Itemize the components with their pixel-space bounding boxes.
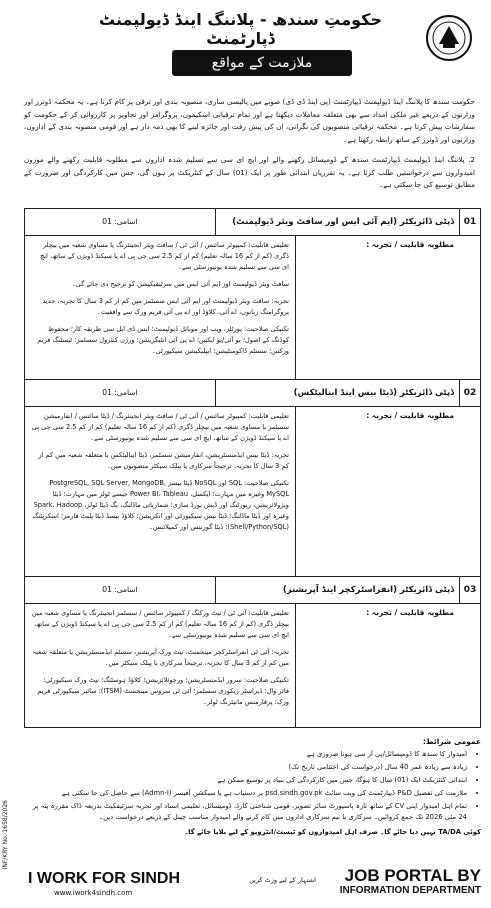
general-terms [24, 736, 481, 838]
job-title: ڈپٹی ڈائریکٹر (ایم آئی ایس اور سافٹ ویئر ڈیولپمنٹ) [232, 217, 454, 227]
job-header [25, 209, 480, 236]
intro-paragraph-2: 2. پلاننگ اینڈ ڈیولپمنٹ ڈیپارٹمنٹ سندھ کے ڈومیسائل رکھنے والے اور ایچ ای سی سے تسلیم شدہ اداروں سے مطلوبہ قابلیت رکھنے والے موزوں امیدواروں سے درخواستیں طلب کرتا ہے۔ یہ تقرریاں ابتدائی طور پر ایک (01) سال کے کنٹریکٹ پر ہوں گی، جس میں کارکردگی اور ضرورت کے مطابق توسیع کی جا سکتی ہے۔ [24, 155, 475, 189]
qualification-line: تجربہ: سافٹ ویئر ڈیولپمنٹ اور ایم آئی ایس سسٹمز میں کم از کم 3 سال کا تجربہ، جدید پروگرامنگ زبانوں، اے آئی، کلاؤڈ اور اے پی آئی فریم ورک سے واقفیت۔ [42, 297, 289, 316]
job-body [25, 236, 480, 380]
job-posts: اسامی: 01 [25, 577, 216, 603]
job-header [25, 380, 480, 407]
qualification-line: تجربہ: آئی ٹی انفراسٹرکچر مینجمنٹ، نیٹ ورک آپریشنز، سسٹم ایڈمنسٹریشن یا متعلقہ شعبہ میں کم از کم 3 سال کا تجربہ، ترجیحاً سرکاری یا پبلک سیکٹر میں۔ [32, 648, 289, 667]
job-body [25, 604, 480, 728]
iwork-site-link[interactable]: www.iwork4sindh.com [54, 889, 133, 897]
banner: ملازمت کے مواقع [172, 50, 352, 76]
qualification-label: مطلوبہ قابلیت / تجربہ : [366, 240, 454, 249]
job-posts: اسامی: 01 [25, 209, 216, 235]
iwork-brand: I WORK FOR SINDH [28, 870, 180, 887]
job-portal-title: JOB PORTAL BY [344, 866, 481, 885]
page-title: حکومتِ سندھ - پلاننگ اینڈ ڈیولپمنٹ ڈپارٹمنٹ [99, 10, 382, 48]
footer [14, 866, 483, 902]
qualification-line: تکنیکی صلاحیت: SQL اور NoSQL ڈیٹا بیسز PostgreSQL, SQL Server, MongoDB, MySQL وغیرہ میں مہارت؛ ایکسل، Power BI، Tableau جیسے ٹولز میں مہارت؛ ڈیٹا ویژولائزیشن، رپورٹنگ اور ڈیش بورڈ سازی؛ شماریاتی ماڈلنگ، بگ ڈیٹا ٹولز، Spark، Hadoop وغیرہ اور ڈیٹا ماڈلنگ؛ ڈیٹا بیس سیکیورٹی اور انکرپشن؛ کلاؤڈ بیسڈ ڈیٹا پلیٹ فارمز؛ اسکرپٹنگ (Shell/Python/SQL)؛ ڈیٹا گورننس اور کمپلائنس۔ [32, 479, 289, 531]
job-number: 01 [459, 209, 480, 235]
job-row-3 [25, 577, 480, 727]
qualification-label: مطلوبہ قابلیت / تجربہ : [366, 411, 454, 420]
job-posts: اسامی: 01 [25, 380, 216, 406]
terms-item: • ابتدائی کنٹریکٹ ایک (01) سال کا ہوگا، جس میں کارکردگی کی بنیاد پر توسیع ممکن ہے [24, 775, 467, 786]
job-row-1 [25, 209, 480, 380]
job-portal-brand [340, 866, 481, 896]
job-body [25, 407, 480, 577]
job-row-2 [25, 380, 480, 577]
information-department: INFORMATION DEPARTMENT [339, 885, 481, 896]
intro-text [24, 96, 475, 200]
qualification-line: تعلیمی قابلیت: آئی ٹی / نیٹ ورکنگ / کمپیوٹر سائنس / سسٹمز انجینئرنگ یا مساوی شعبہ میں بیچلر ڈگری (کم از کم 16 سالہ تعلیم) کم از کم 2.5 سی جی پی اے یا سیکنڈ ڈویژن کے ساتھ، ایچ ای سی سے تسلیم شدہ یونیورسٹی سے۔ [31, 609, 289, 639]
terms-heading: عمومی شرائط: [422, 737, 481, 746]
qualification-column [25, 407, 296, 577]
terms-list [24, 749, 467, 823]
jobs-table [24, 208, 481, 728]
job-title: ڈپٹی ڈائریکٹر (ڈیٹا بیس اینڈ اینالیٹکس) [293, 388, 454, 398]
qualification-line: تعلیمی قابلیت: کمپیوٹر سائنس / آئی ٹی / سافٹ ویئر انجینئرنگ / ڈیٹا سائنس / انفارمیشن سسٹمز یا مساوی شعبہ میں بیچلر ڈگری (کم از کم 16 سالہ تعلیم) کم از کم 2.5 سی جی پی اے یا سیکنڈ ڈویژن کے ساتھ، ایچ ای سی سے تسلیم شدہ یونیورسٹی سے۔ [31, 412, 289, 442]
job-number: 02 [459, 380, 480, 406]
qualification-column [25, 236, 296, 380]
footer-middle-text: اشتہار کے لیے وزٹ کریں [249, 876, 316, 884]
job-title: ڈپٹی ڈائریکٹر (انفراسٹرکچر اینڈ آپریشنز) [282, 585, 454, 595]
qualification-label: مطلوبہ قابلیت / تجربہ : [366, 608, 454, 617]
qualification-line: سافٹ ویئر ڈیولپمنٹ اور ایم آئی ایس میں سرٹیفیکیشن کو ترجیح دی جائے گی۔ [71, 280, 289, 288]
job-number: 03 [459, 577, 480, 603]
terms-item: • امیدوار کا سندھ کا ڈومیسائل/پی آر سی ہونا ضروری ہے [24, 749, 467, 760]
qualification-line: تعلیمی قابلیت: کمپیوٹر سائنس / آئی ٹی / سافٹ ویئر انجینئرنگ یا مساوی شعبہ میں بیچلر ڈگری (کم از کم 16 سالہ تعلیم) کم از کم 2.5 سی جی پی اے یا سیکنڈ ڈویژن کے ساتھ، ایچ ای سی سے تسلیم شدہ یونیورسٹی سے۔ [39, 241, 289, 271]
government-seal-icon [425, 14, 473, 62]
terms-item: • ملازمت کی تفصیل P&D ڈیپارٹمنٹ کی ویب سائٹ psd.sindh.gov.pk پر دستیاب ہے یا سیکشن آفیسر (Admn-I) سے حاصل کی جا سکتی ہے [24, 788, 467, 799]
terms-item: • تمام اہل امیدوار اپنی CV کے ساتھ تازہ پاسپورٹ سائز تصویر، قومی شناختی کارڈ، ڈومیسائل، تعلیمی اسناد اور تجربہ سرٹیفکیٹ بذریعہ ڈاک مقررہ پتہ پر 24 مئی 2026 تک جمع کروائیں۔ سرکاری یا نیم سرکاری اداروں میں کام کرنے والے امیدوار مناسب چینل کے ذریعے درخواست دیں۔ [24, 801, 467, 823]
header [22, 6, 481, 98]
terms-closing-note: کوئی TA/DA نہیں دیا جائے گا۔ صرف اہل امیدواروں کو ٹیسٹ/انٹرویو کے لیے بلایا جائے گا۔ [184, 828, 481, 836]
qualification-line: تکنیکی صلاحیت: سرور ایڈمنسٹریشن؛ ورچوئلائزیشن؛ کلاؤڈ ہوسٹنگ؛ نیٹ ورک سیکیورٹی؛ فائر وال؛ ڈیزاسٹر ریکوری سسٹمز؛ آئی ٹی سروس مینجمنٹ (ITSM)؛ سائبر سیکیورٹی فریم ورک؛ پرفارمنس مانیٹرنگ ٹولز۔ [37, 676, 289, 706]
qualification-line: تجربہ: ڈیٹا بیس ایڈمنسٹریشن، انفارمیشن سسٹمز، ڈیٹا اینالیٹکس یا متعلقہ شعبہ میں کم از کم 3 سال کا تجربہ، ترجیحاً سرکاری یا پبلک سیکٹر منصوبوں میں۔ [38, 451, 289, 470]
side-code: INF/KRY No. 1658/2026 [2, 800, 9, 870]
qualification-line: تکنیکی صلاحیت: پورٹلز، ویب اور موبائل ڈیولپمنٹ؛ ایس ڈی ایل سی طریقہ کار؛ محفوظ کوڈنگ کے اصول؛ یو آئی/یو ایکس؛ اے پی آئی انٹیگریشن؛ ورژن کنٹرول سسٹمز؛ ٹیسٹنگ فریم ورکس؛ سسٹم ڈاکومنٹیشن؛ ایپلیکیشن سیکیورٹی۔ [37, 325, 289, 355]
qualification-column [25, 604, 296, 728]
terms-item: • زیادہ سے زیادہ عمر 40 سال (درخواست کی اختتامی تاریخ تک) [24, 762, 467, 773]
intro-paragraph-1: حکومت سندھ کا پلاننگ اینڈ ڈیولپمنٹ ڈیپارٹمنٹ (پی اینڈ ڈی ڈی) صوبے میں پالیسی سازی، منصوبہ بندی اور ترقی پر کام کرتا ہے۔ یہ محکمہ ڈونرز اور وزارتوں کے ذریعے غیر ملکی امداد سے بھی متعلقہ معاملات دیکھتا ہے اور تمام ترقیاتی اسکیموں، پروگرامز اور تجاویز پر کارروائی کر کے حکومت کو سفارشات پیش کرتا ہے۔ محکمہ ترقیاتی منصوبوں کی نگرانی، ان کی پیش رفت اور جائزہ لینے کا بھی ذمہ دار ہے اور قومی منصوبہ بندی کے اداروں، وزارتوں اور ڈونرز کے ساتھ رابطہ رکھتا ہے۔ [24, 97, 475, 144]
job-header [25, 577, 480, 604]
